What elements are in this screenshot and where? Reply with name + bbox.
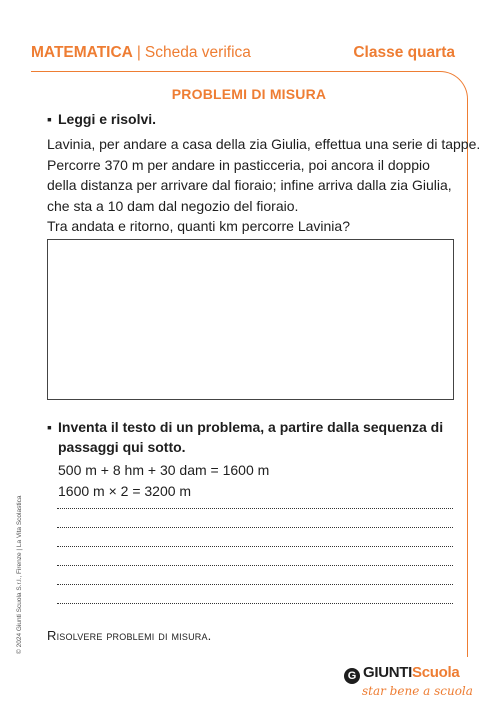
exercise1-instruction-text: Leggi e risolvi. xyxy=(58,111,157,127)
learning-objective: Risolvere problemi di misura. xyxy=(47,628,212,643)
logo-tagline: star bene a scuola xyxy=(362,684,473,698)
logo-brand-part1: GIUNTI xyxy=(363,664,413,681)
exercise2-instruction-line: passaggi qui sotto. xyxy=(58,439,186,455)
logo-brand-part2: Scuola xyxy=(412,664,460,681)
calculation-step: 500 m + 8 hm + 30 dam = 1600 m xyxy=(58,462,270,478)
writing-line[interactable] xyxy=(57,546,453,547)
calculation-step: 1600 m × 2 = 3200 m xyxy=(58,482,192,499)
logo-brand xyxy=(344,664,459,684)
page-header xyxy=(31,44,455,66)
giunti-scuola-logo xyxy=(344,664,473,704)
writing-line[interactable] xyxy=(57,527,453,528)
sheet-type-label: Scheda verifica xyxy=(144,44,251,61)
exercise1-instruction xyxy=(47,110,156,128)
writing-line[interactable] xyxy=(57,508,453,509)
exercise2-steps xyxy=(58,460,269,501)
exercise1-problem-text xyxy=(47,134,480,237)
square-bullet-icon: ▪ xyxy=(47,419,52,435)
answer-box[interactable] xyxy=(47,239,454,400)
exercise2-instruction-line: Inventa il testo di un problema, a partire dalla sequenza di xyxy=(58,419,444,435)
problem-line: della distanza per arrivare dal fioraio; infine arriva dalla zia Giulia, xyxy=(47,177,452,193)
subject-label: MATEMATICA xyxy=(31,44,133,61)
writing-line[interactable] xyxy=(57,603,453,604)
giunti-g-icon: G xyxy=(344,668,360,684)
square-bullet-icon: ▪ xyxy=(47,111,52,127)
problem-line: Percorre 370 m per andare in pasticceria, poi ancora il doppio xyxy=(47,156,430,173)
problem-line: Tra andata e ritorno, quanti km percorre Lavinia? xyxy=(47,218,350,234)
writing-line[interactable] xyxy=(57,565,453,566)
copyright-notice: © 2024 Giunti Scuola S.r.l., Firenze | La Vita Scolastica xyxy=(16,495,23,654)
header-separator: | xyxy=(136,44,141,61)
problem-line: Lavinia, per andare a casa della zia Giulia, effettua una serie di tappe. xyxy=(47,136,481,152)
writing-line[interactable] xyxy=(57,584,453,585)
grade-label: Classe quarta xyxy=(353,44,455,61)
exercise2-instruction xyxy=(47,417,443,457)
worksheet-title: PROBLEMI DI MISURA xyxy=(171,86,327,102)
problem-line: che sta a 10 dam dal negozio del fioraio. xyxy=(47,197,299,214)
